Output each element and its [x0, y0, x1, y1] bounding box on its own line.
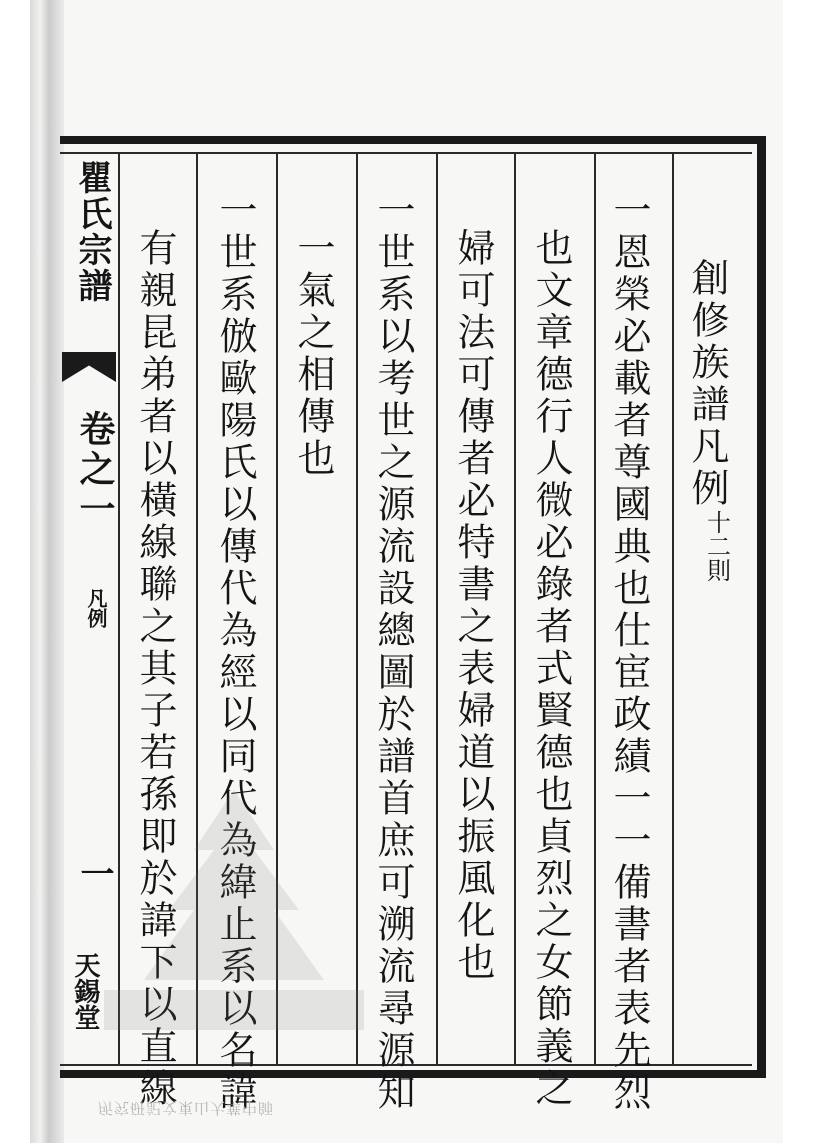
- heading-column: [685, 258, 731, 582]
- collection-stamp: 所究研記文東山大華中師: [98, 1099, 275, 1117]
- column-rule: [672, 152, 674, 1064]
- text-column-3: 婦可法可傳者必特書之表婦道以振風化也: [451, 228, 495, 984]
- library-watermark: [84, 790, 384, 1050]
- hall-name: 天錫堂: [70, 952, 100, 1030]
- heading-title: 創修族譜凡例: [685, 258, 729, 510]
- section-label: 凡例: [84, 588, 108, 628]
- text-column-4: 一世系以考世之源流設總圖於譜首庶可溯流尋源知: [371, 190, 415, 1114]
- volume-label: 卷之一: [74, 410, 116, 530]
- binding-strip: [30, 0, 64, 1143]
- genealogy-title: 瞿氏宗譜: [72, 160, 112, 304]
- page-right-margin: [783, 0, 813, 1143]
- page-left-margin: [0, 0, 30, 1143]
- frame-inner-top-line: [60, 152, 752, 154]
- column-rule: [436, 152, 438, 1064]
- text-column-5: 一氣之相傳也: [291, 228, 335, 480]
- text-column-7: 有親昆弟者以橫線聯之其子若孫即於諱下以直線: [133, 228, 177, 1110]
- text-column-2: 也文章德行人微必錄者式賢德也貞烈之女節義之: [529, 228, 573, 1110]
- heading-count: 十二則: [702, 510, 731, 582]
- text-column-6: 一世系倣歐陽氏以傳代為經以同代為緯止系以名諱: [213, 190, 257, 1114]
- text-column-1: 一恩榮必載者尊國典也仕宦政績一一備書者表先烈: [607, 190, 651, 1114]
- page-number: 一: [74, 856, 114, 890]
- column-rule: [514, 152, 516, 1064]
- column-rule: [594, 152, 596, 1064]
